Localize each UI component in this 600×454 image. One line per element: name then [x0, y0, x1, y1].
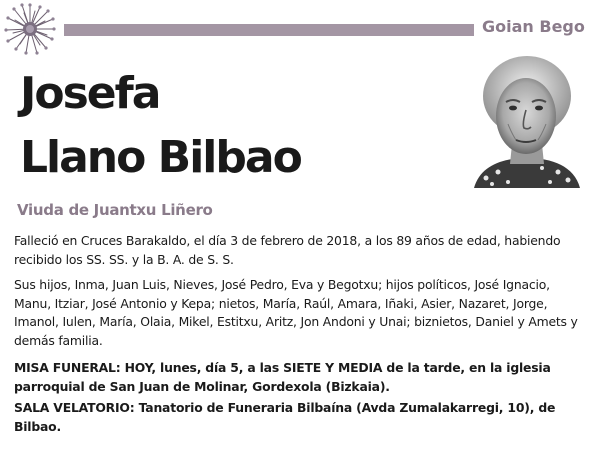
funeral-paragraph: [14, 359, 589, 396]
portrait-photo-icon: [472, 54, 582, 188]
funeral-text: MISA FUNERAL: HOY, lunes, día 5, a las SIETE Y MEDIA de la tarde, en la iglesia parroquial de San Juan de Molinar, Gordexola (Bizkaia).: [14, 360, 551, 394]
death-text: Falleció en Cruces Barakaldo, el día 3 de febrero de 2018, a los 89 años de edad, habiendo recibido los SS. SS. y la B. A. de S. S.: [14, 233, 561, 267]
deceased-surnames: Llano Bilbao: [20, 132, 301, 183]
death-paragraph: [14, 232, 589, 269]
wake-text: SALA VELATORIO: Tanatorio de Funeraria Bilbaína (Avda Zumalakarregi, 10), de Bilbao.: [14, 400, 556, 434]
family-paragraph: [14, 276, 589, 350]
family-text: Sus hijos, Inma, Juan Luis, Nieves, José Pedro, Eva y Begotxu; hijos políticos, José Ignacio, Manu, Itziar, José Antonio y Kepa; nietos, María, Raúl, Amara, Iñaki, Asier, Nazaret, Jorge, Imanol, Iulen, María, Olaia, Mikel, Estitxu, Aritz, Jon Andoni y Unai; biznietos, Daniel y Amets y demás familia.: [14, 277, 578, 348]
thistle-flower-icon: [4, 3, 56, 55]
deceased-first-name: Josefa: [20, 68, 160, 119]
header: [0, 0, 600, 60]
widow-of-line: Viuda de Juantxu Liñero: [17, 201, 213, 219]
header-bar: [64, 24, 474, 36]
wake-paragraph: [14, 399, 589, 436]
brand-title: Goian Bego: [482, 17, 585, 36]
